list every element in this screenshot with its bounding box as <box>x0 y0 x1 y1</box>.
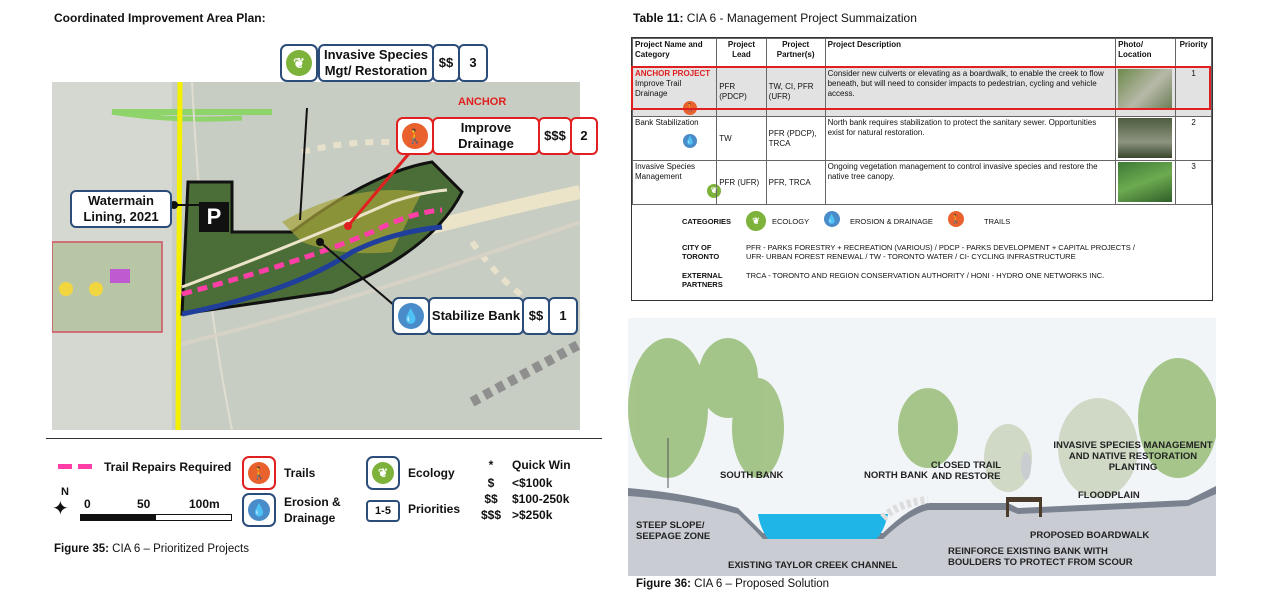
hiker-icon: 🚶 <box>402 123 428 149</box>
categories-label: CATEGORIES <box>682 217 732 226</box>
row-name-cell <box>633 117 717 161</box>
legend-trails: Trails <box>284 466 316 480</box>
hiker-icon: 🚶 <box>948 211 964 227</box>
invasive-callout-label: Invasive Species Mgt/ Restoration <box>318 44 434 82</box>
project-priority: 3 <box>1176 161 1212 205</box>
legend-trails-icon <box>242 456 276 490</box>
cost-key-sym-1: $ <box>487 476 495 490</box>
water-drop-icon: 💧 <box>824 211 840 227</box>
cost-key-sym-0: * <box>488 458 494 472</box>
section-floodplain: FLOODPLAIN <box>1078 490 1140 501</box>
cat-erosion: EROSION & DRAINAGE <box>850 217 933 226</box>
project-desc: North bank requires stabilization to protect the sanitary sewer. Opportunities exist for natural restoration. <box>825 117 1116 161</box>
drainage-callout-cost: $$$ <box>538 117 572 155</box>
city-text: PFR - PARKS FORESTRY + RECREATION (VARIOUS) / PDCP - PARKS DEVELOPMENT + CAPITAL PROJECTS / UFR- URBAN FOREST RENEWAL / TW - TORONTO WATER / CI- CYCLING INFRASTRUCTURE <box>746 243 1135 261</box>
trail-repairs-swatch <box>58 464 96 469</box>
invasive-callout-cost: $$ <box>432 44 460 82</box>
stabilize-callout-priority: 1 <box>548 297 578 335</box>
col-header-lead: Project Lead <box>717 39 766 68</box>
erosion-callout-icon <box>392 297 430 335</box>
col-header-desc: Project Description <box>825 39 1116 68</box>
project-name: Improve Trail Drainage <box>635 79 682 98</box>
photo-thumbnail <box>1118 69 1172 109</box>
watermain-callout: Watermain Lining, 2021 <box>70 190 172 228</box>
figure-35-num: Figure 35: <box>54 543 109 555</box>
figure-36-caption <box>636 578 829 590</box>
project-desc: Ongoing vegetation management to control invasive species and restore the native tree canopy. <box>825 161 1116 205</box>
leaf-icon: ❦ <box>746 211 766 231</box>
table-caption <box>633 11 917 25</box>
legend-divider <box>46 438 602 439</box>
water-drop-icon: 💧 <box>398 303 424 329</box>
legend-ecology-icon <box>366 456 400 490</box>
drainage-callout-label: Improve Drainage <box>432 117 540 155</box>
section-boardwalk: PROPOSED BOARDWALK <box>1030 530 1150 541</box>
project-photo <box>1116 161 1176 205</box>
section-north-bank: NORTH BANK <box>864 470 928 481</box>
cost-key-sym-3: $$$ <box>480 508 502 522</box>
legend-erosion-icon <box>242 493 276 527</box>
water-drop-icon: 💧 <box>683 134 697 148</box>
project-priority: 2 <box>1176 117 1212 161</box>
scale-50: 50 <box>137 497 151 511</box>
project-name: Invasive Species Management <box>635 162 696 181</box>
cat-trails: TRAILS <box>984 217 1011 226</box>
project-lead: PFR (PDCP) <box>717 68 766 117</box>
north-label: N <box>61 486 69 498</box>
hiker-icon: 🚶 <box>683 101 697 115</box>
section-steep-slope: STEEP SLOPE/ SEEPAGE ZONE <box>636 520 711 542</box>
cat-ecology: ECOLOGY <box>772 217 810 226</box>
cost-key-txt-1: <$100k <box>512 476 553 490</box>
cost-key-sym-2: $$ <box>484 492 498 506</box>
photo-thumbnail <box>1118 118 1172 158</box>
trails-callout-icon <box>396 117 434 155</box>
project-partners: TW, CI, PFR (UFR) <box>766 68 825 117</box>
leaf-icon: ❦ <box>372 462 394 484</box>
stabilize-callout-cost: $$ <box>522 297 550 335</box>
section-closed-trail: CLOSED TRAIL AND RESTORE <box>930 460 1002 482</box>
anchor-project-label: ANCHOR PROJECT <box>635 69 711 78</box>
city-label: CITY OF TORONTO <box>682 243 720 261</box>
section-south-bank: SOUTH BANK <box>720 470 784 481</box>
scale-0: 0 <box>84 497 91 511</box>
cross-section <box>628 318 1216 576</box>
table-row <box>633 161 1212 205</box>
section-reinforce: REINFORCE EXISTING BANK WITH BOULDERS TO PROTECT FROM SCOUR <box>948 546 1133 568</box>
project-desc: Consider new culverts or elevating as a boardwalk, to enable the creek to flow beneath, but will need to consider impacts to pedestrian, cycling and vehicle access. <box>825 68 1116 117</box>
project-photo <box>1116 117 1176 161</box>
photo-thumbnail <box>1118 162 1172 202</box>
table-title: CIA 6 - Management Project Summaization <box>683 11 917 25</box>
leaf-icon: ❦ <box>707 184 721 198</box>
table-num: Table 11: <box>633 11 684 25</box>
col-header-name: Project Name and Category <box>633 39 717 68</box>
col-header-partners: Project Partner(s) <box>766 39 825 68</box>
external-label: EXTERNAL PARTNERS <box>682 271 723 289</box>
hiker-icon: 🚶 <box>248 462 270 484</box>
legend-priorities-box: 1-5 <box>366 500 400 522</box>
project-partners: PFR, TRCA <box>766 161 825 205</box>
figure-36-text: CIA 6 – Proposed Solution <box>690 578 830 590</box>
scale-bar <box>80 514 232 521</box>
row-name-cell <box>633 161 717 205</box>
col-header-photo: Photo/ Location <box>1116 39 1176 68</box>
stabilize-callout-label: Stabilize Bank <box>428 297 524 335</box>
figure-35-caption <box>54 543 249 555</box>
section-invasive-label: INVASIVE SPECIES MANAGEMENT AND NATIVE RESTORATION PLANTING <box>1053 440 1213 473</box>
table-row <box>633 117 1212 161</box>
legend-ecology: Ecology <box>408 466 455 480</box>
project-photo <box>1116 68 1176 117</box>
cost-key-txt-3: >$250k <box>512 508 553 522</box>
categories-legend <box>632 205 1212 301</box>
table-row <box>633 68 1212 117</box>
anchor-label: ANCHOR <box>458 96 507 108</box>
row-name-cell <box>633 68 717 117</box>
management-table <box>631 37 1213 301</box>
cost-key-txt-0: Quick Win <box>512 458 571 472</box>
invasive-callout-priority: 3 <box>458 44 488 82</box>
ecology-callout-icon <box>280 44 318 82</box>
project-lead: PFR (UFR) <box>717 161 766 205</box>
legend-trail-repairs: Trail Repairs Required <box>104 460 232 474</box>
cost-key-txt-2: $100-250k <box>512 492 570 506</box>
legend-erosion: Erosion & Drainage <box>284 495 341 525</box>
parking-icon: P <box>199 202 229 232</box>
plan-heading: Coordinated Improvement Area Plan: <box>54 11 266 25</box>
leaf-icon: ❦ <box>286 50 312 76</box>
section-channel: EXISTING TAYLOR CREEK CHANNEL <box>728 560 898 571</box>
scale-100: 100m <box>189 497 220 511</box>
north-arrow-icon: ✦ <box>52 498 69 520</box>
water-drop-icon: 💧 <box>248 499 270 521</box>
project-name: Bank Stabilization <box>635 118 699 127</box>
project-lead: TW <box>717 117 766 161</box>
col-header-priority: Priority <box>1176 39 1212 68</box>
drainage-callout-priority: 2 <box>570 117 598 155</box>
project-partners: PFR (PDCP), TRCA <box>766 117 825 161</box>
external-text: TRCA - TORONTO AND REGION CONSERVATION AUTHORITY / HONI - HYDRO ONE NETWORKS INC. <box>746 271 1105 280</box>
legend-priorities: Priorities <box>408 502 461 516</box>
figure-36-num: Figure 36: <box>636 578 691 590</box>
figure-35-text: CIA 6 – Prioritized Projects <box>108 543 249 555</box>
project-priority: 1 <box>1176 68 1212 117</box>
